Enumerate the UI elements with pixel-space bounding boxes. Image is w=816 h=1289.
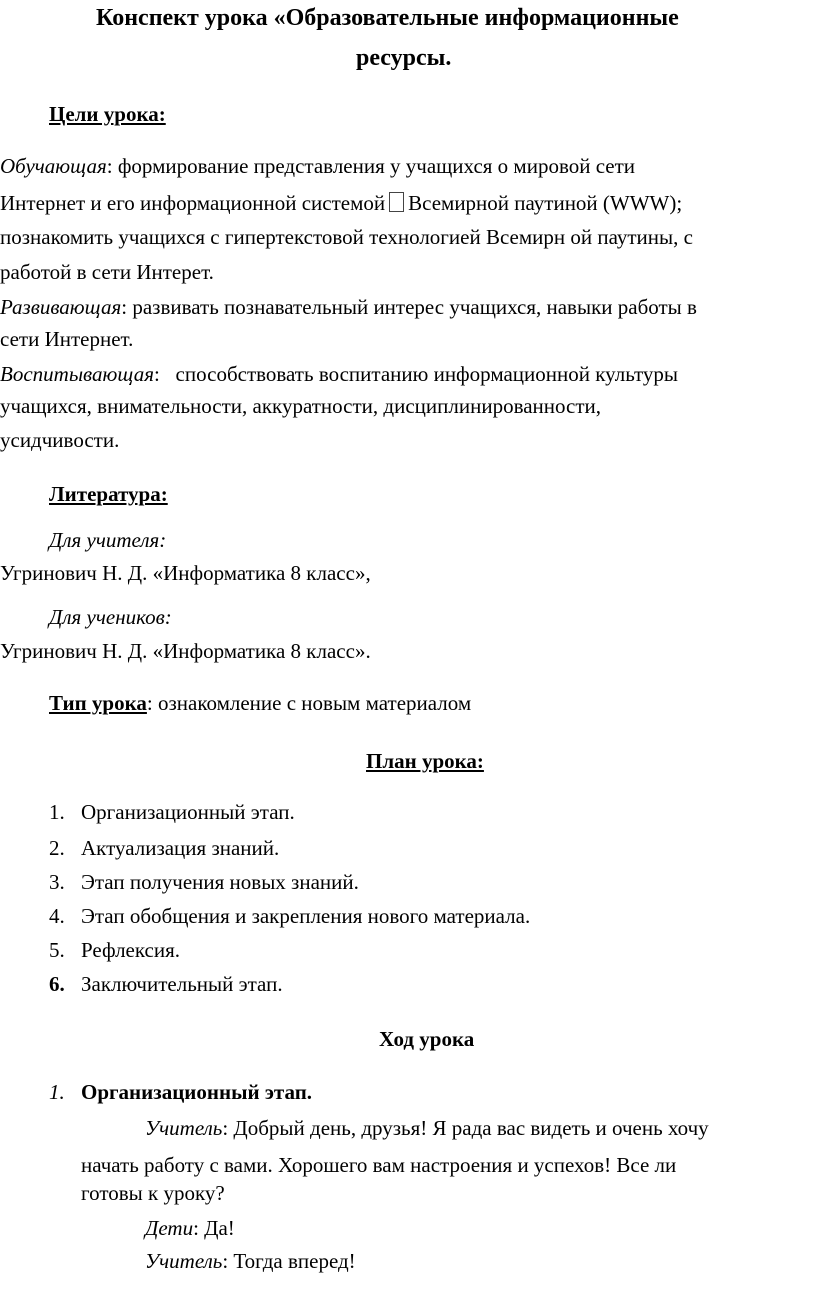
course-heading: Ход урока: [379, 1027, 475, 1051]
goal-educating: [0, 364, 678, 385]
plan-heading: План урока:: [366, 749, 484, 773]
plan-item-number: 5.: [49, 938, 65, 962]
plan-item-number: 1.: [49, 800, 65, 824]
goals-heading: Цели урока:: [49, 102, 166, 126]
children-reply: : Да!: [193, 1216, 235, 1240]
lesson-type: [49, 693, 471, 714]
literature-student-book: Угринович Н. Д. «Информатика 8 класс».: [0, 639, 371, 663]
plan-item: [49, 872, 359, 893]
teacher-line: [145, 1118, 709, 1139]
literature-heading: Литература:: [49, 482, 168, 506]
plan-item-number: 3.: [49, 870, 65, 894]
plan-item: [49, 974, 283, 995]
plan-item: [49, 940, 180, 961]
plan-item-number: 6.: [49, 972, 65, 996]
goal-educating-label: Воспитывающая: [0, 362, 154, 386]
teacher-line2: начать работу с вами. Хорошего вам настроения и успехов! Все ли: [81, 1153, 677, 1177]
missing-glyph-icon: [389, 192, 404, 212]
teacher2-label: Учитель: [145, 1249, 223, 1273]
goal-educating-text: : способствовать воспитанию информационной культуры: [153, 362, 678, 386]
plan-item-text: Рефлексия.: [81, 938, 181, 962]
children-label: Дети: [145, 1216, 194, 1240]
teacher-label: Учитель: [145, 1116, 223, 1140]
stage-number: 1.: [49, 1080, 65, 1104]
goal-developing-line2: сети Интернет.: [0, 327, 134, 351]
teacher2-reply: : Тогда вперед!: [222, 1249, 356, 1273]
goal-developing-text: : развивать познавательный интерес учащихся, навыки работы в: [121, 295, 697, 319]
plan-item: [49, 838, 279, 859]
plan-item-text: Заключительный этап.: [81, 972, 283, 996]
teacher-line-final: [145, 1251, 356, 1272]
goal-teaching-text: : формирование представления у учащихся о мировой сети: [106, 154, 636, 178]
goal-teaching-line4: работой в сети Интерет.: [0, 260, 214, 284]
goal-teaching-label: Обучающая: [0, 154, 107, 178]
goal-teaching-line3: познакомить учащихся с гипертекстовой технологией Всемирн ой паутины, с: [0, 225, 693, 249]
goal-teaching-line2b: Всемирной паутиной (WWW);: [408, 191, 683, 215]
goal-teaching-line2: [0, 192, 682, 214]
goal-educating-line3: усидчивости.: [0, 428, 120, 452]
page-title-line2: ресурсы.: [356, 45, 452, 71]
plan-item-number: 4.: [49, 904, 65, 928]
goal-developing-label: Развивающая: [0, 295, 122, 319]
stage-title: Организационный этап.: [81, 1080, 313, 1104]
goal-educating-line2: учащихся, внимательности, аккуратности, дисциплинированности,: [0, 394, 602, 418]
page-title: Конспект урока «Образовательные информационные: [96, 5, 679, 31]
plan-item: [49, 802, 295, 823]
lesson-type-value: : ознакомление с новым материалом: [146, 691, 472, 715]
plan-item: [49, 906, 530, 927]
plan-item-text: Актуализация знаний.: [81, 836, 280, 860]
literature-student-label: Для учеников:: [49, 605, 172, 629]
stage-heading: [49, 1082, 312, 1103]
lesson-type-label: Тип урока: [49, 691, 147, 715]
children-line: [145, 1218, 235, 1239]
plan-item-number: 2.: [49, 836, 65, 860]
goal-developing: [0, 297, 697, 318]
teacher-line3: готовы к уроку?: [81, 1181, 225, 1205]
goal-teaching: [0, 156, 635, 177]
literature-teacher-book: Угринович Н. Д. «Информатика 8 класс»,: [0, 561, 371, 585]
plan-item-text: Этап получения новых знаний.: [81, 870, 359, 894]
goal-teaching-line2a: Интернет и его информационной системой: [0, 191, 386, 215]
plan-item-text: Этап обобщения и закрепления нового материала.: [81, 904, 531, 928]
literature-teacher-label: Для учителя:: [49, 528, 167, 552]
teacher-speech: : Добрый день, друзья! Я рада вас видеть и очень хочу: [222, 1116, 709, 1140]
plan-item-text: Организационный этап.: [81, 800, 295, 824]
